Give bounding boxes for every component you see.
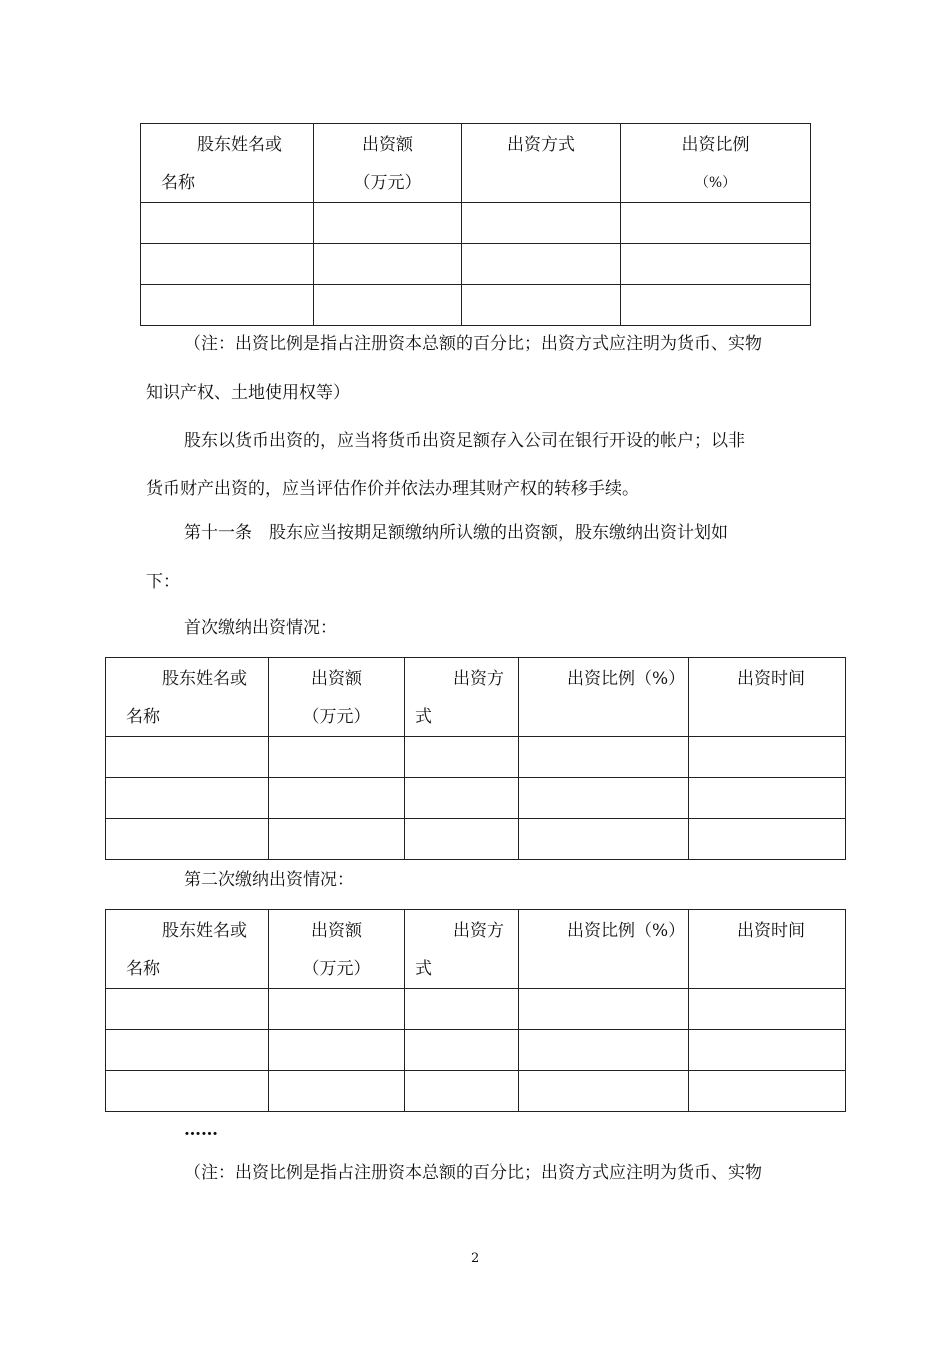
second-payment-table [105,909,846,1112]
table-cell[interactable] [405,737,519,778]
table-cell[interactable] [314,244,462,285]
header-cell-shareholder-name [106,658,269,737]
header-text: 出资方 [453,669,504,689]
table-cell[interactable] [106,1030,269,1071]
table-header-row [141,124,811,203]
table-cell[interactable] [519,989,689,1030]
header-text: 出资比例（%） [567,669,686,689]
header-text: 名称 [161,173,195,193]
table-cell[interactable] [405,778,519,819]
table-cell[interactable] [106,778,269,819]
article-line: 第十一条 股东应当按期足额缴纳所认缴的出资额，股东缴纳出资计划如 [184,523,728,543]
table-cell[interactable] [269,737,405,778]
table-cell[interactable] [689,989,846,1030]
header-text: （%） [694,175,737,191]
header-text: 式 [415,959,432,979]
page-number: 2 [471,1251,480,1266]
table-cell[interactable] [519,737,689,778]
header-cell-shareholder-name [141,124,314,203]
note-line: （注：出资比例是指占注册资本总额的百分比；出资方式应注明为货币、实物 [184,1163,762,1183]
table-cell[interactable] [106,737,269,778]
header-text: 出资额 [311,921,362,941]
table-row [106,1071,846,1112]
paragraph-line: 货币财产出资的，应当评估作价并依法办理其财产权的转移手续。 [146,479,639,499]
table-cell[interactable] [141,285,314,326]
table-cell[interactable] [689,737,846,778]
table-row [141,285,811,326]
header-text: 出资方 [453,921,504,941]
header-cell-method [462,124,621,203]
table-cell[interactable] [462,244,621,285]
header-cell-date [689,658,846,737]
table-cell[interactable] [141,244,314,285]
header-text: 出资比例（%） [567,921,686,941]
table-cell[interactable] [314,203,462,244]
table-cell[interactable] [405,819,519,860]
table-row [106,819,846,860]
header-text: 出资时间 [737,921,805,941]
header-cell-amount [269,658,405,737]
header-cell-date [689,910,846,989]
header-text: 出资时间 [737,669,805,689]
table-cell[interactable] [689,1030,846,1071]
header-text: 名称 [126,959,160,979]
table-row [106,737,846,778]
table-header-row [106,910,846,989]
note-line: （注：出资比例是指占注册资本总额的百分比；出资方式应注明为货币、实物 [184,334,762,354]
table-row [141,203,811,244]
header-cell-ratio [621,124,811,203]
header-cell-amount [269,910,405,989]
table-row [106,778,846,819]
paragraph-line: 股东以货币出资的，应当将货币出资足额存入公司在银行开设的帐户；以非 [184,431,745,451]
table-cell[interactable] [106,819,269,860]
table-cell[interactable] [269,1071,405,1112]
shareholder-contribution-table [140,123,811,326]
article-line: 下： [146,572,180,592]
header-text: 式 [415,707,432,727]
table-cell[interactable] [269,989,405,1030]
ellipsis: …… [184,1120,218,1140]
header-text: 名称 [126,707,160,727]
table-cell[interactable] [269,1030,405,1071]
header-cell-amount [314,124,462,203]
header-text: 出资比例 [681,135,750,155]
table-cell[interactable] [314,285,462,326]
header-text: （万元） [302,707,371,727]
table-cell[interactable] [405,1071,519,1112]
header-text: 股东姓名或 [197,135,282,155]
table-cell[interactable] [106,1071,269,1112]
table-cell[interactable] [141,203,314,244]
table-row [141,244,811,285]
header-cell-ratio [519,910,689,989]
section-heading: 首次缴纳出资情况： [184,618,337,638]
section-heading: 第二次缴纳出资情况： [184,870,354,890]
header-cell-shareholder-name [106,910,269,989]
header-cell-method [405,658,519,737]
header-text: 股东姓名或 [162,921,247,941]
table-row [106,1030,846,1071]
header-cell-ratio [519,658,689,737]
header-text: 出资额 [311,669,362,689]
table-cell[interactable] [519,1071,689,1112]
first-payment-table [105,657,846,860]
table-cell[interactable] [405,1030,519,1071]
note-line: 知识产权、土地使用权等） [146,383,350,403]
table-cell[interactable] [519,819,689,860]
table-cell[interactable] [269,819,405,860]
header-text: 出资方式 [507,135,575,155]
table-cell[interactable] [405,989,519,1030]
table-cell[interactable] [462,285,621,326]
table-cell[interactable] [689,1071,846,1112]
table-row [106,989,846,1030]
header-text: 股东姓名或 [162,669,247,689]
table-cell[interactable] [106,989,269,1030]
table-cell[interactable] [689,819,846,860]
header-cell-method [405,910,519,989]
table-cell[interactable] [519,1030,689,1071]
table-cell[interactable] [462,203,621,244]
table-header-row [106,658,846,737]
table-cell[interactable] [621,203,811,244]
table-cell[interactable] [519,778,689,819]
table-cell[interactable] [269,778,405,819]
table-cell[interactable] [689,778,846,819]
table-cell[interactable] [621,285,811,326]
table-cell[interactable] [621,244,811,285]
header-text: 出资额 [362,135,413,155]
header-text: （万元） [353,173,422,193]
header-text: （万元） [302,959,371,979]
